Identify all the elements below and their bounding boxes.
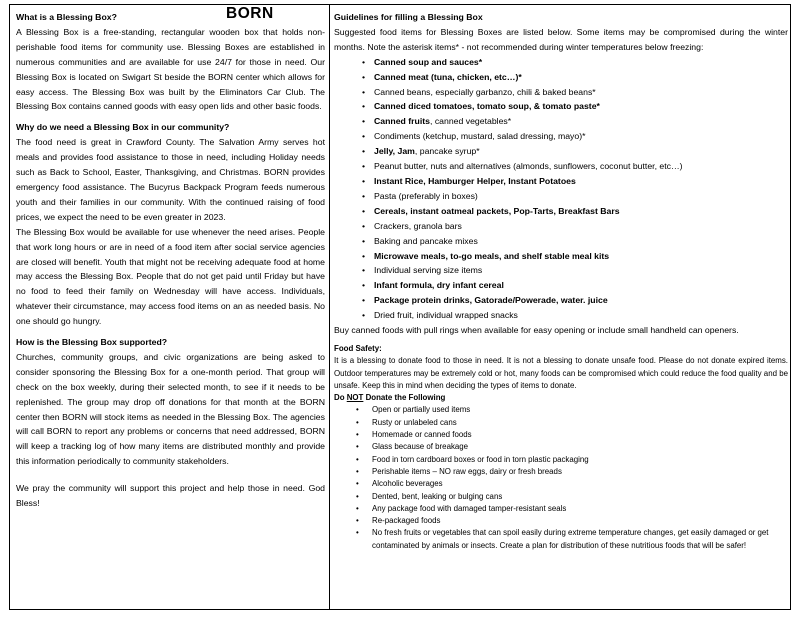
food-item-text: Crackers, granola bars bbox=[374, 220, 462, 231]
what-heading: What is a Blessing Box? bbox=[16, 12, 117, 22]
food-item bbox=[374, 55, 788, 70]
do-not-prefix: Do bbox=[334, 393, 347, 403]
food-item-text: Individual serving size items bbox=[374, 265, 483, 276]
food-item-bold: Jelly, Jam bbox=[374, 146, 415, 157]
brand-title: BORN bbox=[226, 5, 274, 22]
food-item-bold: Microwave meals, to-go meals, and shelf stable meal kits bbox=[374, 250, 610, 261]
food-item bbox=[374, 70, 788, 85]
food-item bbox=[374, 249, 788, 264]
do-not-donate-item: • Glass because of breakage bbox=[372, 441, 788, 453]
left-column bbox=[16, 10, 325, 511]
do-not-donate-item: • Dented, bent, leaking or bulging cans bbox=[372, 491, 788, 503]
guidelines-footer: Buy canned foods with pull rings when available for easy opening or include small handheld can openers. bbox=[334, 325, 739, 336]
food-item-text: Peanut butter, nuts and alternatives (almonds, sunflowers, coconut butter, etc…) bbox=[374, 161, 683, 172]
food-safety-heading: Food Safety: bbox=[334, 343, 382, 353]
do-not-donate-item: • No fresh fruits or vegetables that can spoil easily during extreme temperature changes, get easily damaged or get contaminated by animals or insects. Create a plan for distribution of these nutritious foods that will be safer! bbox=[372, 527, 788, 552]
food-item bbox=[374, 85, 788, 100]
do-not-donate-item: • Re-packaged foods bbox=[372, 515, 788, 527]
food-item bbox=[374, 263, 788, 278]
how-text: Churches, community groups, and civic organizations are being asked to consider sponsoring the Blessing Box for a one-month period. That group will check on the box weekly, during their selected month, to see if it needs to be replenished. The group may drop off donations for that month at the BORN center then BORN will stock items as needed in the Blessing Box. The agencies will call BORN to report any problems or concerns that need addressed, BORN will keep a tracking log of how many items are distributed monthly and provide this information periodically to community stakeholders. bbox=[16, 351, 325, 467]
food-item-text: Pasta (preferably in boxes) bbox=[374, 190, 478, 201]
food-item-bold: Canned diced tomatoes, tomato soup, & tomato paste* bbox=[374, 101, 600, 112]
right-column bbox=[334, 10, 788, 552]
food-item-bold: Canned fruits bbox=[374, 116, 430, 127]
do-not-donate-list bbox=[334, 404, 788, 552]
food-item bbox=[374, 219, 788, 234]
what-text: A Blessing Box is a free-standing, rectangular wooden box that holds non-perishable food items for community use. Blessing Boxes are established in numerous communities and are available for use 24/7 for those in need. Our Blessing Box is located on Swigart St beside the BORN center which allows for easy access. The Blessing Box was built by the Eliminators Car Club. The Blessing Box contains canned goods with easy open lids and other basic foods. bbox=[16, 26, 325, 112]
food-item-text: Condiments (ketchup, mustard, salad dressing, mayo)* bbox=[374, 131, 586, 142]
food-item-bold: Canned meat (tuna, chicken, etc…)* bbox=[374, 71, 522, 82]
food-item bbox=[374, 129, 788, 144]
food-item-bold: Canned soup and sauces* bbox=[374, 56, 483, 67]
food-item-text: Dried fruit, individual wrapped snacks bbox=[374, 310, 518, 321]
food-item bbox=[374, 308, 788, 323]
food-item-bold: Instant Rice, Hamburger Helper, Instant Potatoes bbox=[374, 175, 576, 186]
food-item bbox=[374, 204, 788, 219]
food-item-bold: Cereals, instant oatmeal packets, Pop-Tarts, Breakfast Bars bbox=[374, 205, 620, 216]
do-not-emphasis: NOT bbox=[346, 393, 364, 403]
food-item bbox=[374, 189, 788, 204]
food-item-text: , pancake syrup* bbox=[414, 146, 480, 157]
food-item bbox=[374, 278, 788, 293]
food-item bbox=[374, 174, 788, 189]
do-not-donate-item: • Alcoholic beverages bbox=[372, 478, 788, 490]
do-not-donate-item: • Open or partially used items bbox=[372, 404, 788, 416]
food-safety-text: It is a blessing to donate food to those in need. It is not a blessing to donate unsafe food. Please do not donate expired items. Outdoor temperatures may be extremely cold or hot, many foods can be compromised which could reduce the food quality and be unsafe. Keep this in mind when deciding the types of items to donate. bbox=[334, 356, 788, 390]
document-frame bbox=[9, 4, 791, 610]
food-item-bold: Package protein drinks, Gatorade/Powerade, water. juice bbox=[374, 295, 608, 306]
food-item-list bbox=[334, 55, 788, 323]
why-text-2: The Blessing Box would be available for use whenever the need arises. People that work long hours or are in need of a food item after social service agencies are closed will benefit. Youth that might not be receiving adequate food at home may access the Blessing Box. People that do not get paid until Friday but have no food to feed their family on Wednesday will have access. Individuals, whatever their circumstance, may access food items on an as needed basis. No one should go hungry. bbox=[16, 226, 325, 327]
closing-text: We pray the community will support this project and help those in need. God Bless! bbox=[16, 483, 325, 509]
food-item-text: Baking and pancake mixes bbox=[374, 235, 478, 246]
food-item bbox=[374, 159, 788, 174]
food-item-bold: Infant formula, dry infant cereal bbox=[374, 280, 504, 291]
do-not-donate-item: • Perishable items – NO raw eggs, dairy or fresh breads bbox=[372, 466, 788, 478]
do-not-donate-item: • Any package food with damaged tamper-resistant seals bbox=[372, 503, 788, 515]
do-not-donate-item: • Homemade or canned foods bbox=[372, 429, 788, 441]
guidelines-heading: Guidelines for filling a Blessing Box bbox=[334, 12, 483, 22]
why-text-1: The food need is great in Crawford County. The Salvation Army serves hot meals and provides food assistance to those in need, including Holiday needs such as Back to School, Easter, Thanksgiving, and Christmas. BORN provides emergency food assistance. The Bucyrus Backpack Program feeds numerous youth and their families in our community. With the continued raising of food prices, we expect the need to be even greater in 2023. bbox=[16, 137, 325, 222]
why-heading: Why do we need a Blessing Box in our community? bbox=[16, 122, 230, 133]
column-divider bbox=[329, 5, 330, 609]
food-item bbox=[374, 99, 788, 114]
food-item bbox=[374, 234, 788, 249]
do-not-suffix: Donate the Following bbox=[363, 393, 446, 403]
food-item-text: Canned beans, especially garbanzo, chili & baked beans* bbox=[374, 86, 596, 97]
guidelines-intro: Suggested food items for Blessing Boxes are listed below. Some items may be compromised during the winter months. Note the asterisk items* - not recommended during winter temperatures below freezing: bbox=[334, 26, 788, 52]
do-not-donate-heading bbox=[334, 392, 788, 404]
do-not-donate-item: • Rusty or unlabeled cans bbox=[372, 417, 788, 429]
food-item bbox=[374, 293, 788, 308]
do-not-donate-item: • Food in torn cardboard boxes or food in torn plastic packaging bbox=[372, 454, 788, 466]
food-item-text: , canned vegetables* bbox=[430, 116, 512, 127]
food-item bbox=[374, 114, 788, 129]
food-item bbox=[374, 144, 788, 159]
how-heading: How is the Blessing Box supported? bbox=[16, 337, 168, 348]
